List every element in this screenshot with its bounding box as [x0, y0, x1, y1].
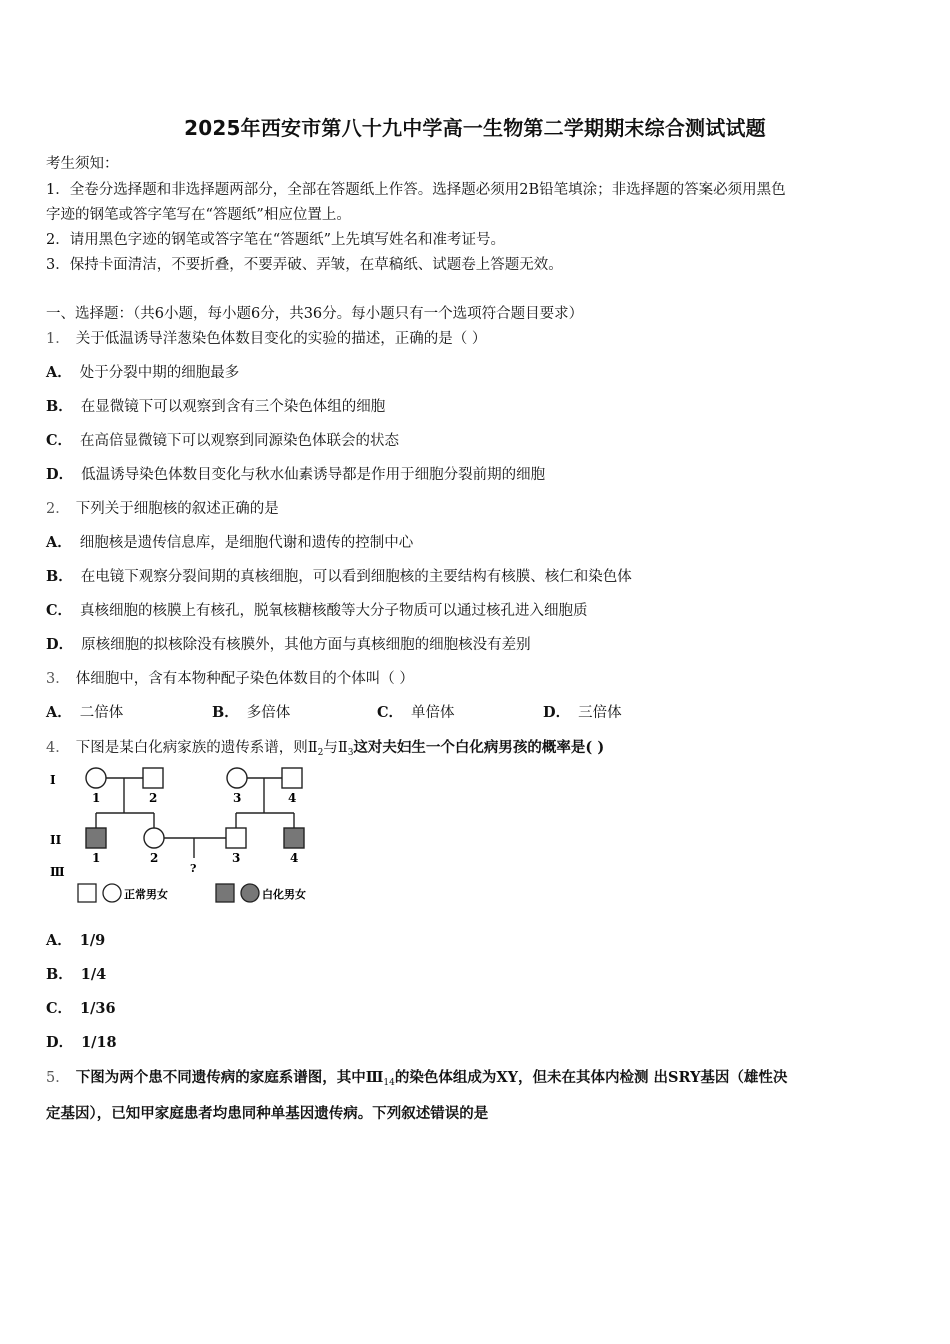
question-text: 的染色体组成为XY，但未在其体内检测 出SRY基因（雄性决: [394, 1069, 788, 1086]
question-text: 关于低温诱导洋葱染色体数目变化的实验的描述，正确的是（ ）: [75, 331, 487, 347]
option-text: 在电镜下观察分裂间期的真核细胞，可以看到细胞核的主要结构有核膜、核仁和染色体: [80, 569, 632, 585]
option-text: 1/18: [81, 1034, 117, 1051]
pedigree-male-normal: [282, 768, 302, 788]
question-3-stem: [46, 667, 414, 688]
legend-female-normal: [103, 884, 121, 902]
pedigree-male-normal: [226, 828, 246, 848]
question-text: 这对夫妇生一个白化病男孩的概率是( ): [353, 739, 605, 756]
option-row[interactable]: [212, 701, 290, 722]
option-text: 多倍体: [246, 705, 291, 721]
legend-male-affected: [216, 884, 234, 902]
individual-number: 3: [232, 851, 241, 865]
subscript: 2: [317, 748, 324, 758]
option-row[interactable]: [46, 599, 588, 620]
option-label: C．: [377, 704, 404, 721]
question-4-stem: [46, 736, 604, 758]
question-text: 与Ⅱ: [323, 740, 348, 756]
generation-label: II: [50, 833, 62, 847]
option-text: 处于分裂中期的细胞最多: [79, 365, 240, 381]
option-text: 三倍体: [578, 705, 622, 721]
generation-label: Ⅲ: [50, 865, 65, 879]
option-text: 1/4: [80, 966, 107, 983]
notice-item: 2．请用黑色字迹的钢笔或答字笔在“答题纸”上先填写姓名和准考证号。: [46, 232, 506, 248]
option-label: A．: [46, 704, 72, 721]
legend-normal-label: 正常男女: [124, 888, 168, 901]
option-row[interactable]: [46, 997, 116, 1018]
notice-item: 字迹的钢笔或答字笔写在“答题纸”相应位置上。: [46, 207, 351, 223]
option-row[interactable]: [46, 429, 399, 450]
pedigree-diagram: [46, 760, 346, 912]
question-text: 下图为两个患不同遗传病的家庭系谱图，其中Ⅲ: [75, 1069, 384, 1086]
question-number: 4．: [46, 740, 70, 756]
option-text: 二倍体: [79, 705, 124, 721]
notice-heading: 考生须知：: [46, 156, 119, 172]
option-text: 1/9: [79, 932, 106, 949]
individual-number: 4: [290, 851, 299, 865]
option-text: 原核细胞的拟核除没有核膜外，其他方面与真核细胞的细胞核没有差别: [81, 637, 531, 653]
option-label: D．: [46, 636, 74, 653]
option-label: B．: [212, 704, 239, 721]
individual-number: 2: [150, 851, 159, 865]
option-label: A．: [46, 364, 72, 381]
option-text: 低温诱导染色体数目变化与秋水仙素诱导都是作用于细胞分裂前期的细胞: [81, 467, 546, 483]
option-label: C．: [46, 432, 73, 449]
pedigree-male-normal: [143, 768, 163, 788]
individual-number: 4: [288, 791, 297, 805]
option-label: D．: [46, 466, 74, 483]
option-label: B．: [46, 966, 73, 983]
option-row[interactable]: [46, 929, 105, 950]
option-row[interactable]: [46, 701, 123, 722]
option-label: C．: [46, 602, 73, 619]
page-title: 2025年西安市第八十九中学高一生物第二学期期末综合测试试题: [184, 116, 766, 140]
individual-number: 3: [233, 791, 242, 805]
question-mark: ?: [190, 862, 197, 875]
option-label: D．: [46, 1034, 74, 1051]
question-number: 2．: [46, 501, 70, 517]
option-text: 细胞核是遗传信息库，是细胞代谢和遗传的控制中心: [79, 535, 414, 551]
option-label: B．: [46, 398, 73, 415]
question-number: 5．: [46, 1070, 70, 1086]
pedigree-male-affected: [284, 828, 304, 848]
question-text: 下列关于细胞核的叙述正确的是: [75, 501, 279, 517]
option-text: 真核细胞的核膜上有核孔，脱氧核糖核酸等大分子物质可以通过核孔进入细胞质: [80, 603, 588, 619]
option-row[interactable]: [46, 395, 385, 416]
individual-number: 1: [92, 791, 101, 805]
question-2-stem: [46, 497, 279, 518]
option-row[interactable]: [46, 565, 632, 586]
question-text: 下图是某白化病家族的遗传系谱，则Ⅱ: [75, 740, 318, 756]
pedigree-male-affected: [86, 828, 106, 848]
option-row[interactable]: [46, 1031, 117, 1052]
option-text: 在高倍显微镜下可以观察到同源染色体联会的状态: [80, 433, 400, 449]
option-label: B．: [46, 568, 73, 585]
legend-female-affected: [241, 884, 259, 902]
question-5-stem: [46, 1066, 787, 1088]
pedigree-female-normal: [144, 828, 164, 848]
option-row[interactable]: [46, 963, 106, 984]
notice-item: 3．保持卡面清洁，不要折叠，不要弄破、弄皱，在草稿纸、试题卷上答题无效。: [46, 257, 563, 273]
generation-label: I: [50, 773, 56, 787]
question-number: 1．: [46, 331, 70, 347]
question-number: 3．: [46, 671, 70, 687]
option-row[interactable]: [46, 531, 413, 552]
legend-male-normal: [78, 884, 96, 902]
subscript: 3: [347, 748, 354, 758]
option-row[interactable]: [46, 361, 239, 382]
option-text: 单倍体: [411, 705, 455, 721]
option-label: A．: [46, 534, 72, 551]
question-1-stem: [46, 327, 486, 348]
option-text: 1/36: [80, 1000, 116, 1017]
pedigree-female-normal: [227, 768, 247, 788]
option-row[interactable]: [377, 701, 455, 722]
individual-number: 1: [92, 851, 101, 865]
subscript: 14: [383, 1078, 395, 1088]
individual-number: 2: [149, 791, 158, 805]
option-row[interactable]: [543, 701, 622, 722]
notice-item: 1．全卷分选择题和非选择题两部分，全部在答题纸上作答。选择题必须用2B铅笔填涂；非选择题的答案必须用黑色: [46, 182, 786, 198]
option-text: 在显微镜下可以观察到含有三个染色体组的细胞: [80, 399, 386, 415]
question-5-stem-line2: 定基因），已知甲家庭患者均患同种单基因遗传病。下列叙述错误的是: [46, 1105, 489, 1122]
section-heading: 一、选择题：（共6小题，每小题6分，共36分。每小题只有一个选项符合题目要求）: [46, 306, 584, 322]
option-label: D．: [543, 704, 571, 721]
pedigree-female-normal: [86, 768, 106, 788]
question-text: 体细胞中，含有本物种配子染色体数目的个体叫（ ）: [75, 671, 414, 687]
legend-affected-label: 白化男女: [262, 888, 306, 901]
option-label: C．: [46, 1000, 73, 1017]
option-label: A．: [46, 932, 72, 949]
option-row[interactable]: [46, 463, 545, 484]
option-row[interactable]: [46, 633, 531, 654]
